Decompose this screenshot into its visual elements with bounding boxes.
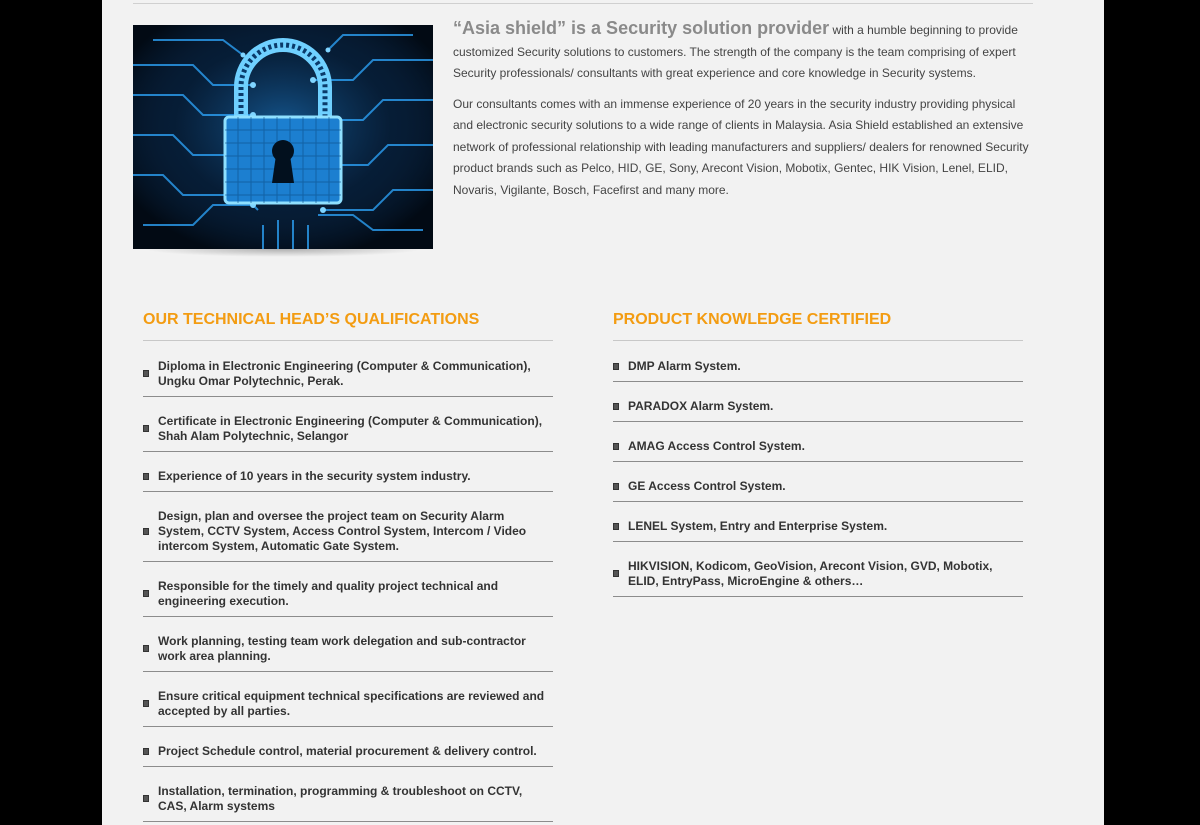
list-item [143, 502, 553, 562]
bullet-icon [613, 523, 619, 530]
list-item [613, 352, 1023, 382]
products-heading: PRODUCT KNOWLEDGE CERTIFIED [613, 308, 1023, 341]
bullet-icon [143, 425, 149, 432]
list-item [143, 737, 553, 767]
intro-text [453, 18, 1035, 210]
bullet-icon [143, 370, 149, 377]
qualifications-heading: OUR TECHNICAL HEAD’S QUALIFICATIONS [143, 308, 553, 341]
list-item [143, 777, 553, 822]
bullet-icon [613, 483, 619, 490]
divider [133, 3, 1033, 4]
list-item-text: GE Access Control System. [628, 479, 786, 493]
bullet-icon [143, 748, 149, 755]
bullet-icon [143, 590, 149, 597]
bullet-icon [613, 403, 619, 410]
list-item-text: Installation, termination, programming & troubleshoot on CCTV, CAS, Alarm systems [158, 784, 523, 813]
list-item-text: AMAG Access Control System. [628, 439, 805, 453]
bullet-icon [143, 700, 149, 707]
list-item [613, 432, 1023, 462]
qualifications-list [143, 341, 553, 822]
list-item [613, 392, 1023, 422]
list-item-text: LENEL System, Entry and Enterprise System. [628, 519, 888, 533]
qualifications-section [143, 308, 553, 822]
list-item-text: HIKVISION, Kodicom, GeoVision, Arecont Vision, GVD, Mobotix, ELID, EntryPass, MicroEngine & others… [628, 559, 993, 588]
list-item-text: Ensure critical equipment technical specifications are reviewed and accepted by all parties. [158, 689, 545, 718]
intro-paragraph-1-text: with a humble beginning to provide customized Security solutions to customers. The strength of the company is the team comprising of expert Security professionals/ consultants with great experience and core knowledge in Security systems. [453, 23, 1018, 80]
list-item-text: Project Schedule control, material procurement & delivery control. [158, 744, 537, 758]
bullet-icon [143, 473, 149, 480]
list-item [613, 552, 1023, 597]
list-item-text: Responsible for the timely and quality project technical and engineering execution. [158, 579, 499, 608]
intro-paragraph-1 [453, 18, 1035, 85]
bullet-icon [143, 528, 149, 535]
list-item-text: DMP Alarm System. [628, 359, 741, 373]
image-shadow [143, 249, 423, 257]
padlock-circuit-image [133, 25, 433, 249]
intro-lead: “Asia shield” is a Security solution provider [453, 18, 830, 38]
list-item [143, 682, 553, 727]
bullet-icon [143, 645, 149, 652]
list-item [143, 352, 553, 397]
bullet-icon [613, 443, 619, 450]
list-item [613, 472, 1023, 502]
products-list [613, 341, 1023, 597]
list-item-text: Design, plan and oversee the project team on Security Alarm System, CCTV System, Access Control System, Intercom / Video intercom System, Automatic Gate System. [158, 509, 527, 553]
list-item [143, 572, 553, 617]
list-item-text: PARADOX Alarm System. [628, 399, 774, 413]
bullet-icon [143, 795, 149, 802]
list-item [143, 627, 553, 672]
list-item [613, 512, 1023, 542]
products-section [613, 308, 1023, 597]
content-panel [102, 0, 1104, 825]
bullet-icon [613, 363, 619, 370]
list-item-text: Certificate in Electronic Engineering (Computer & Communication), Shah Alam Polytechnic, Selangor [158, 414, 543, 443]
list-item [143, 407, 553, 452]
list-item-text: Experience of 10 years in the security system industry. [158, 469, 471, 483]
list-item-text: Diploma in Electronic Engineering (Computer & Communication), Ungku Omar Polytechnic, Perak. [158, 359, 531, 388]
bullet-icon [613, 570, 619, 577]
list-item [143, 462, 553, 492]
list-item-text: Work planning, testing team work delegation and sub-contractor work area planning. [158, 634, 526, 663]
intro-paragraph-2: Our consultants comes with an immense experience of 20 years in the security industry providing physical and electronic security solutions to a wide range of clients in Malaysia. Asia Shield established an extensive network of professional relationship with leading manufacturers and suppliers/ dealers for renowned Security product brands such as Pelco, HID, GE, Sony, Arecont Vision, Mobotix, Gentec, HIK Vision, Lenel, ELID, Novaris, Vigilante, Bosch, Facefirst and many more. [453, 96, 1029, 197]
